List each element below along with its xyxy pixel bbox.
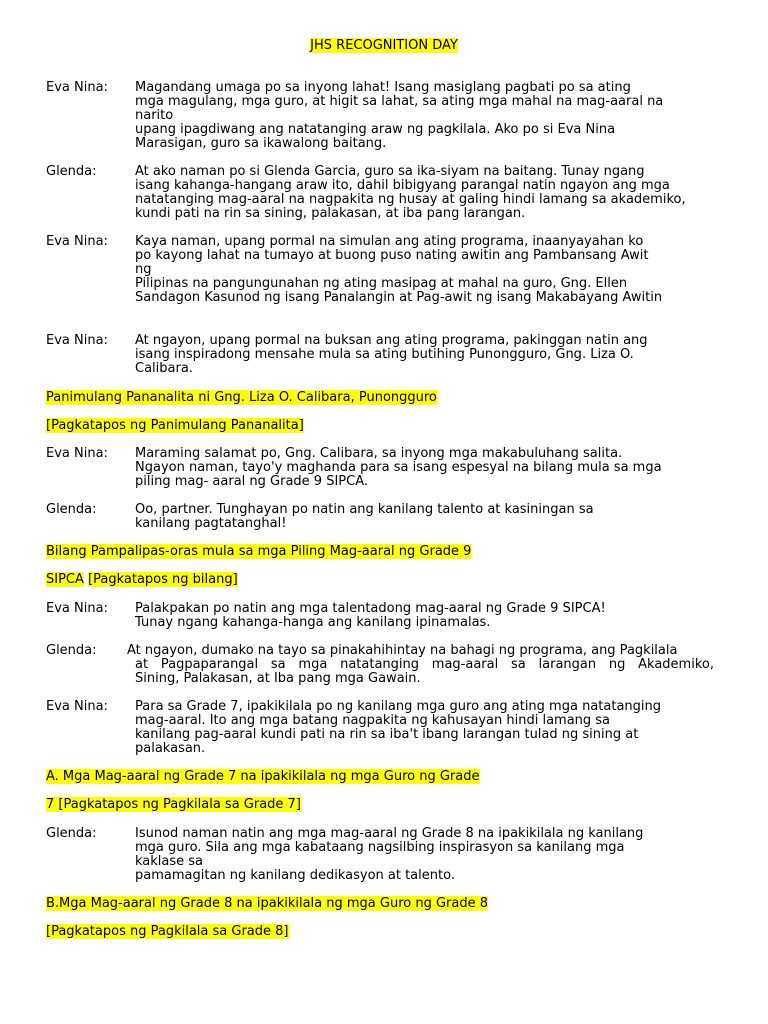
program-cue-text: [Pagkatapos ng Pagkilala sa Grade 8] xyxy=(46,924,289,939)
program-cue xyxy=(46,573,238,587)
dialogue-text xyxy=(135,503,735,531)
speaker-label: Glenda: xyxy=(46,826,97,841)
dialogue-line: kanilang pag-aaral kundi pati na rin sa iba't ibang larangan tulad ng sining at xyxy=(135,727,639,742)
dialogue-line: palakasan. xyxy=(135,741,206,756)
dialogue-line: upang ipagdiwang ang natatanging araw ng pagkilala. Ako po si Eva Nina xyxy=(135,122,616,137)
program-cue-text: Panimulang Pananalita ni Gng. Liza O. Calibara, Punongguro xyxy=(46,390,437,405)
dialogue-line: Pilipinas na pangungunahan ng ating masipag at mahal na guro, Gng. Ellen xyxy=(135,276,628,291)
dialogue-text xyxy=(135,447,735,489)
program-cue-text: SIPCA xyxy=(46,572,84,587)
dialogue-line: mag-aaral. Ito ang mga batang nagpakita ng kahusayan hindi lamang sa xyxy=(135,713,611,728)
page-title-text: JHS RECOGNITION DAY xyxy=(310,38,458,53)
dialogue-line: kaklase sa xyxy=(135,854,204,869)
program-cue xyxy=(46,925,289,939)
program-cue xyxy=(46,391,437,405)
dialogue-line: natatanging mag-aaral na nagpakita ng husay at galing hindi lamang sa akademiko, xyxy=(135,192,686,207)
dialogue-line: Ngayon naman, tayo'y maghanda para sa isang espesyal na bilang mula sa mga xyxy=(135,460,662,475)
program-cue xyxy=(46,419,304,433)
speaker-label: Glenda: xyxy=(46,502,97,517)
dialogue-line: Magandang umaga po sa inyong lahat! Isang masiglang pagbati po sa ating xyxy=(135,80,631,95)
dialogue-glenda-recognition xyxy=(0,644,768,686)
program-cue xyxy=(46,545,471,559)
dialogue-line: kanilang pagtatanghal! xyxy=(135,516,287,531)
dialogue-line: Sandagon Kasunod ng isang Panalangin at Pag-awit ng isang Makabayang Awitin xyxy=(135,290,663,305)
dialogue-eva-nina-grade7 xyxy=(0,700,768,756)
dialogue-line: Isunod naman natin ang mga mag-aaral ng Grade 8 na ipakikilala ng kanilang xyxy=(135,826,644,841)
program-cue-text: [Pagkatapos ng bilang] xyxy=(88,572,238,587)
page-title xyxy=(0,39,768,53)
dialogue-text xyxy=(127,643,714,686)
dialogue-line: Palakpakan po natin ang mga talentadong mag-aaral ng Grade 9 SIPCA! xyxy=(135,601,606,616)
program-cue xyxy=(46,897,488,911)
dialogue-text xyxy=(135,81,735,151)
dialogue-line: Calibara. xyxy=(135,361,193,376)
dialogue-line: Maraming salamat po, Gng. Calibara, sa inyong mga makabuluhang salita. xyxy=(135,446,623,461)
dialogue-text xyxy=(135,700,735,756)
dialogue-glenda-grade8 xyxy=(0,827,768,883)
dialogue-line: piling mag- aaral ng Grade 9 SIPCA. xyxy=(135,474,368,489)
dialogue-text xyxy=(135,334,735,376)
program-cue xyxy=(46,798,301,812)
dialogue-line: At ako naman po si Glenda Garcia, guro sa ika-siyam na baitang. Tunay ngang xyxy=(135,164,645,179)
dialogue-line: ng xyxy=(135,262,152,277)
dialogue-line: kundi pati na rin sa sining, palakasan, at iba pang larangan. xyxy=(135,206,526,221)
speaker-label: Eva Nina: xyxy=(46,333,108,348)
dialogue-line: Kaya naman, upang pormal na simulan ang ating programa, inaanyayahan ko xyxy=(135,234,644,249)
dialogue-text xyxy=(135,165,735,221)
dialogue-line: Marasigan, guro sa ikawalong baitang. xyxy=(135,136,387,151)
dialogue-line: mga magulang, mga guro, at higit sa lahat, sa ating mga mahal na mag-aaral na xyxy=(135,94,664,109)
dialogue-line: Tunay ngang kahanga-hanga ang kanilang ipinamalas. xyxy=(135,615,491,630)
dialogue-line: mga guro. Sila ang mga kabataang nagsilbing inspirasyon sa kanilang mga xyxy=(135,840,625,855)
dialogue-eva-nina-anthem xyxy=(0,235,768,305)
dialogue-eva-nina-thanks xyxy=(0,447,768,489)
dialogue-line: pamamagitan ng kanilang dedikasyon at talento. xyxy=(135,868,455,883)
dialogue-glenda-partner xyxy=(0,503,768,531)
speaker-label: Eva Nina: xyxy=(46,80,108,95)
program-cue xyxy=(46,770,480,784)
dialogue-line: po kayong lahat na tumayo at buong puso nating awitin ang Pambansang Awit xyxy=(135,248,649,263)
program-cue-text: [Pagkatapos ng Panimulang Pananalita] xyxy=(46,418,304,433)
dialogue-line: Sining, Palakasan, at Iba pang mga Gawain. xyxy=(135,671,421,686)
speaker-label: Eva Nina: xyxy=(46,699,108,714)
dialogue-line: narito xyxy=(135,108,174,123)
dialogue-text xyxy=(135,827,735,883)
speaker-label: Eva Nina: xyxy=(46,234,108,249)
speaker-label: Eva Nina: xyxy=(46,446,108,461)
dialogue-text xyxy=(135,602,735,630)
program-cue-text: 7 [Pagkatapos ng Pagkilala sa Grade 7] xyxy=(46,797,301,812)
speaker-label: Glenda: xyxy=(46,643,97,658)
program-cue-text: A. Mga Mag-aaral ng Grade 7 na ipakikilala ng mga Guro ng Grade xyxy=(46,769,480,784)
dialogue-eva-nina-applause xyxy=(0,602,768,630)
dialogue-glenda-intro xyxy=(0,165,768,221)
dialogue-line: isang inspiradong mensahe mula sa ating butihing Punongguro, Gng. Liza O. xyxy=(135,347,634,362)
dialogue-line: At ngayon, dumako na tayo sa pinakahihintay na bahagi ng programa, ang Pagkilala xyxy=(127,643,678,658)
dialogue-line: at Pagpaparangal sa mga natatanging mag-aaral sa larangan ng Akademiko, xyxy=(135,657,714,672)
dialogue-line: Oo, partner. Tunghayan po natin ang kanilang talento at kasiningan sa xyxy=(135,502,594,517)
speaker-label: Eva Nina: xyxy=(46,601,108,616)
dialogue-eva-nina-opening xyxy=(0,81,768,151)
dialogue-eva-nina-principal xyxy=(0,334,768,376)
dialogue-text xyxy=(135,235,735,305)
dialogue-line: Para sa Grade 7, ipakikilala po ng kanilang mga guro ang ating mga natatanging xyxy=(135,699,661,714)
program-cue-text: B.Mga Mag-aaral ng Grade 8 na ipakikilala ng mga Guro ng Grade 8 xyxy=(46,896,489,911)
program-cue-text: Bilang Pampalipas-oras mula sa mga Piling Mag-aaral ng Grade 9 xyxy=(46,544,472,559)
speaker-label: Glenda: xyxy=(46,164,97,179)
dialogue-line: isang kahanga-hangang araw ito, dahil bibigyang parangal natin ngayon ang mga xyxy=(135,178,670,193)
dialogue-line: At ngayon, upang pormal na buksan ang ating programa, pakinggan natin ang xyxy=(135,333,648,348)
